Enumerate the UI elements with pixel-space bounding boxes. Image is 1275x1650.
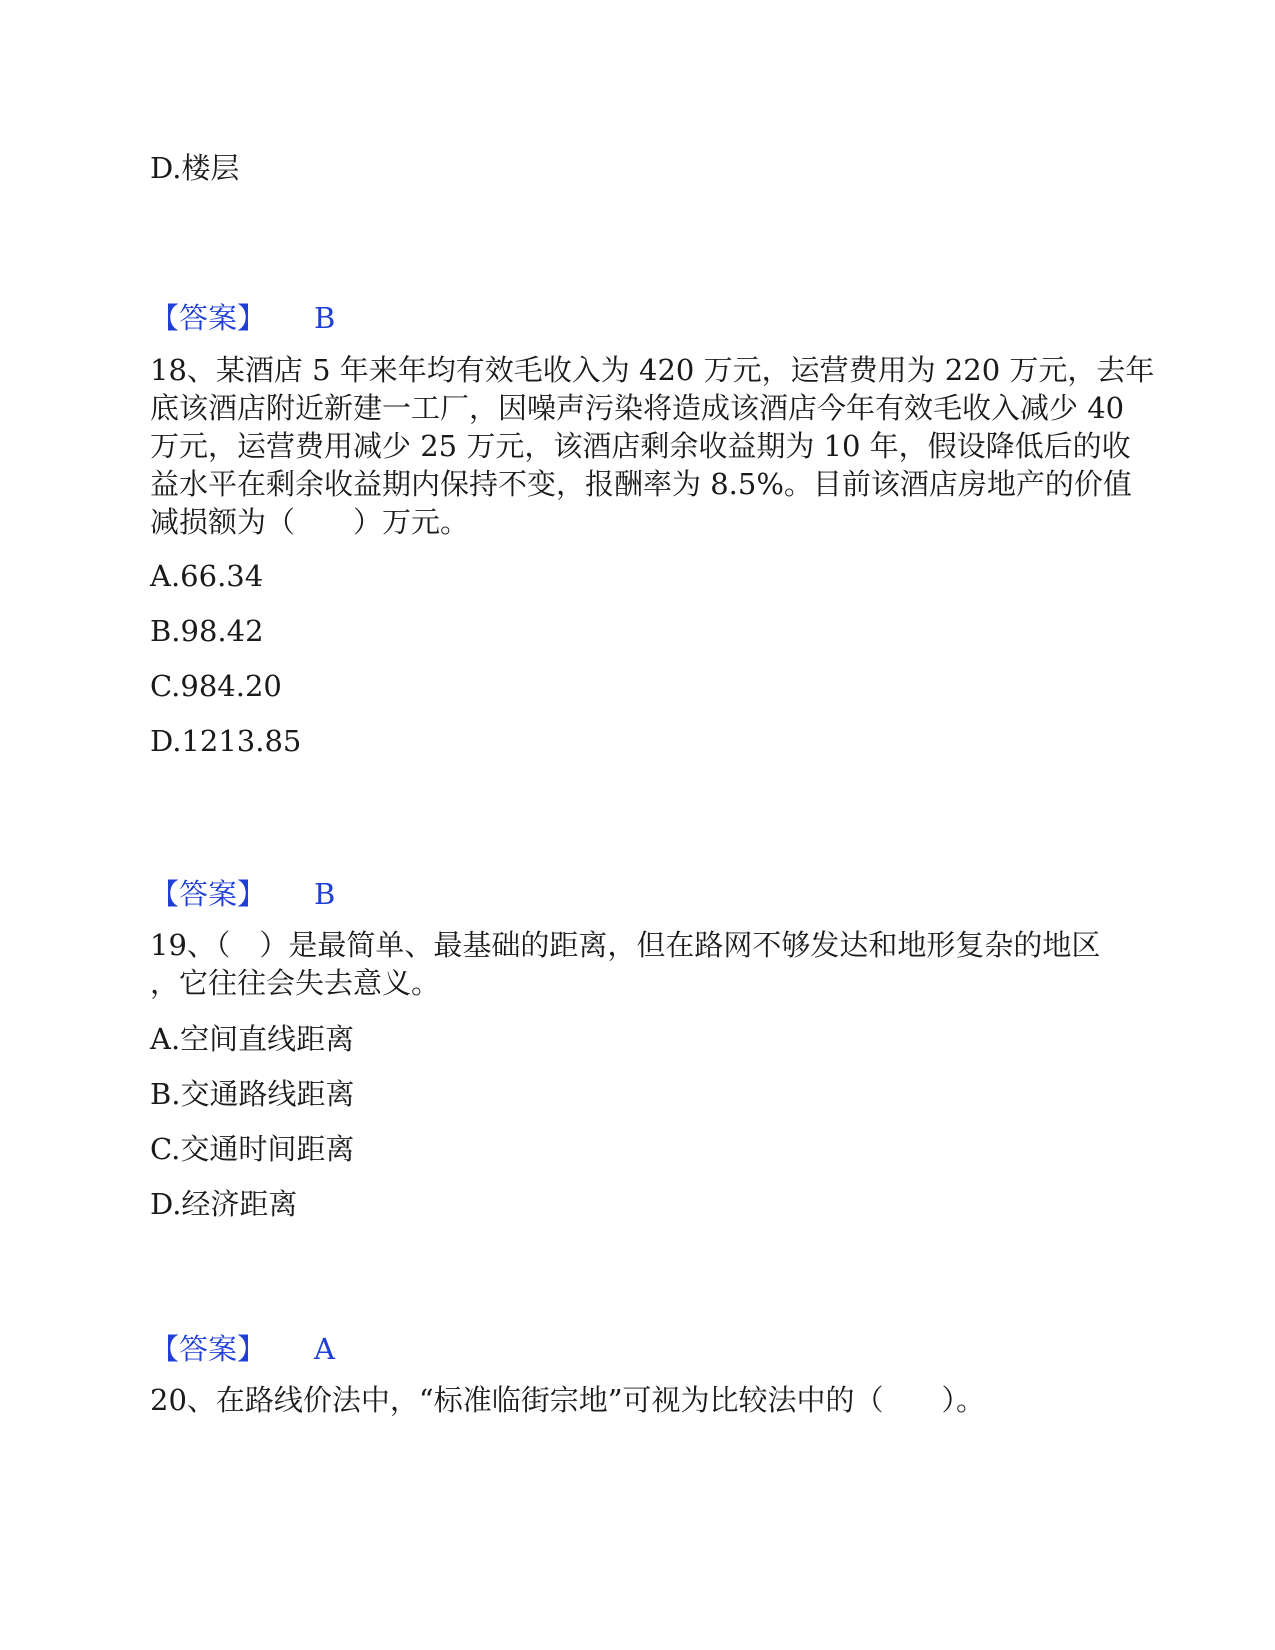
stem-line: 19、（ ）是最简单、最基础的距离，但在路网不够发达和地形复杂的地区 — [150, 928, 1101, 962]
q19-answer — [150, 1331, 335, 1367]
q19-option-b: B.交通路线距离 — [150, 1077, 355, 1111]
q19-option-a: A.空间直线距离 — [150, 1022, 355, 1056]
q17-answer — [150, 300, 335, 336]
q17-option-d: D.楼层 — [150, 151, 240, 185]
q18-answer — [150, 876, 335, 912]
q18-stem — [150, 351, 1155, 541]
stem-line: 益水平在剩余收益期内保持不变，报酬率为 8.5%。目前该酒店房地产的价值 — [150, 467, 1132, 501]
q18-option-a: A.66.34 — [150, 559, 264, 593]
q19-option-d: D.经济距离 — [150, 1187, 298, 1221]
stem-line: 减损额为（ ）万元。 — [150, 505, 470, 539]
answer-value: B — [314, 877, 336, 911]
answer-label: 【答案】 — [150, 301, 267, 335]
stem-line: 20、在路线价法中，“标准临街宗地”可视为比较法中的（ ）。 — [150, 1383, 986, 1417]
q18-option-d: D.1213.85 — [150, 724, 302, 758]
stem-line: 万元，运营费用减少 25 万元，该酒店剩余收益期为 10 年，假设降低后的收 — [150, 429, 1131, 463]
stem-line: 底该酒店附近新建一工厂，因噪声污染将造成该酒店今年有效毛收入减少 40 — [150, 391, 1125, 425]
answer-label: 【答案】 — [150, 1332, 267, 1366]
q19-stem — [150, 926, 1130, 1002]
stem-line: 18、某酒店 5 年来年均有效毛收入为 420 万元，运营费用为 220 万元，去年 — [150, 353, 1155, 387]
answer-value: B — [314, 301, 336, 335]
q18-option-b: B.98.42 — [150, 614, 264, 648]
q19-option-c: C.交通时间距离 — [150, 1132, 355, 1166]
q18-option-c: C.984.20 — [150, 669, 282, 703]
q20-stem — [150, 1381, 1130, 1419]
answer-label: 【答案】 — [150, 877, 267, 911]
answer-value: A — [314, 1332, 335, 1366]
stem-line: ，它往往会失去意义。 — [150, 966, 441, 1000]
